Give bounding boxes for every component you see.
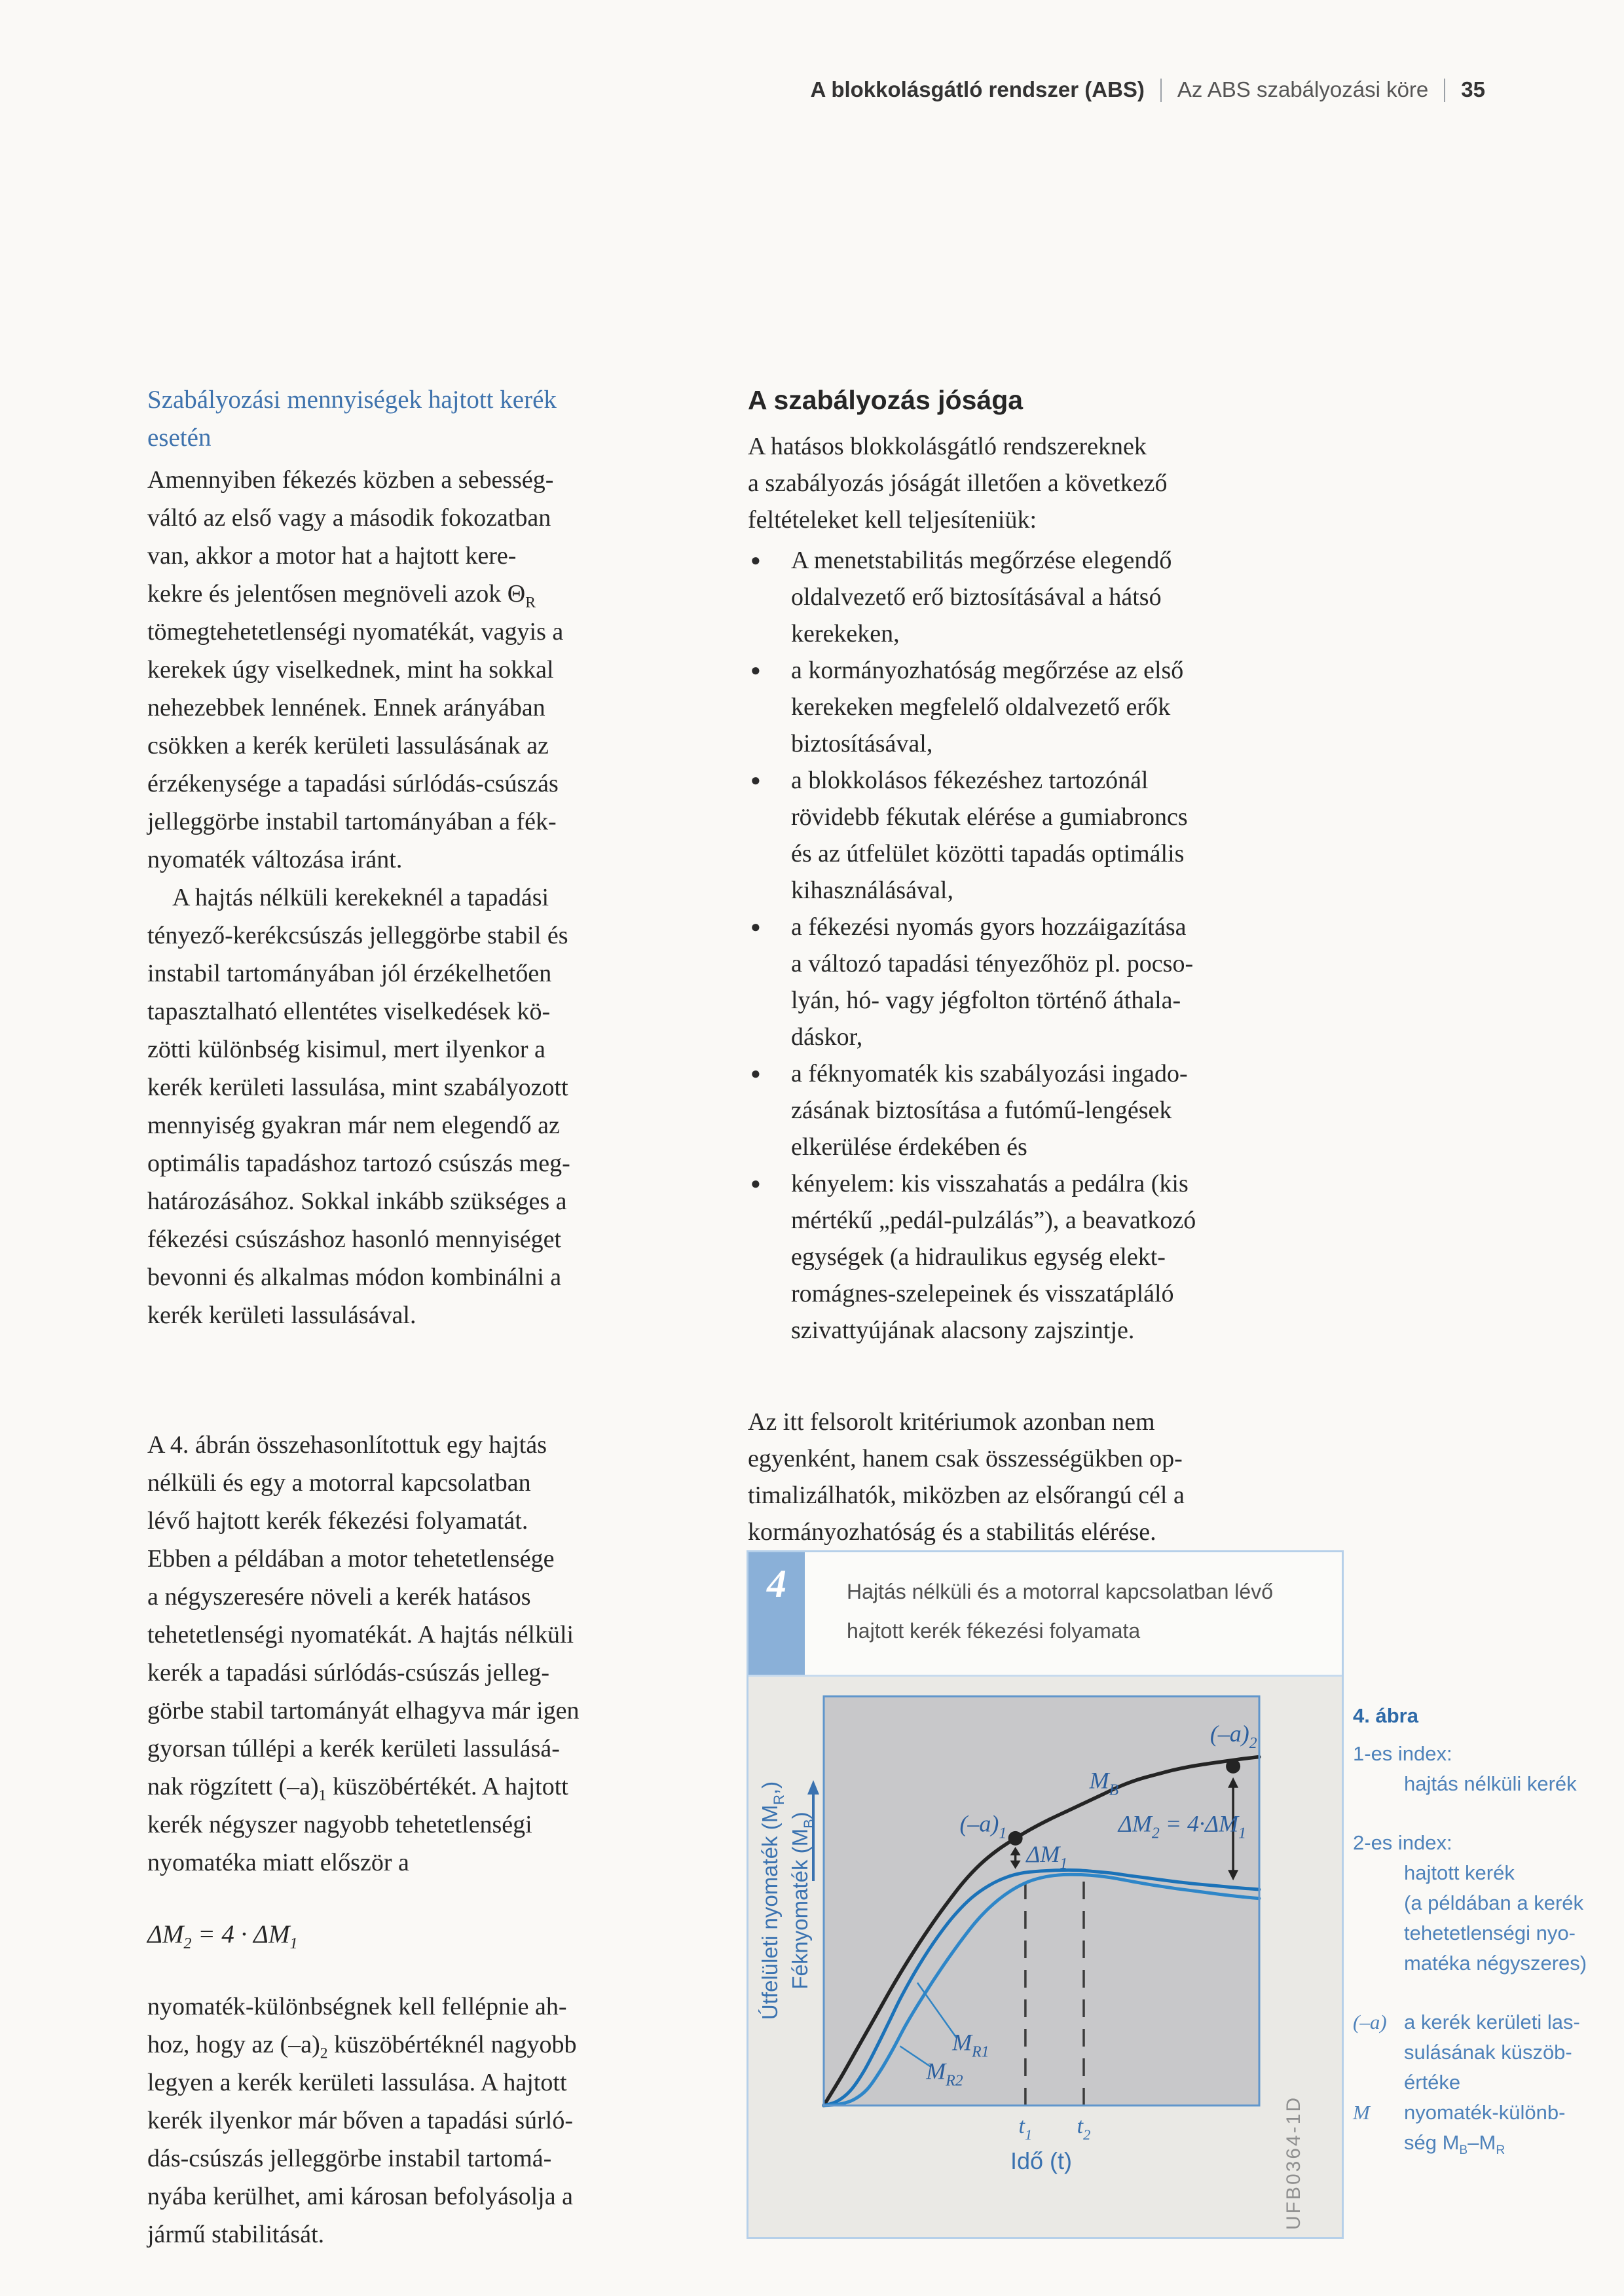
left-column bbox=[147, 381, 737, 2253]
figure-title: Hajtás nélküli és a motorral kapcsolatban lévő hajtott kerék fékezési folyamata bbox=[847, 1580, 1273, 1643]
caption-line: 2-es index: bbox=[1353, 1831, 1452, 1854]
formula: $\Delta M_2 = 4 \cdot \Delta M_1$ bbox=[147, 1920, 298, 1952]
figure-caption-notes bbox=[1353, 1701, 1619, 2158]
list-item: ● a kormányozhatóság megőrzése az első kerekeken megfelelő oldalvezető erők biztosításával, bbox=[748, 652, 1338, 762]
paragraph: A hatásos blokkolásgátló rendszereknek a szabályozás jóságát illetően a következő feltételeket kell teljesíteniük: bbox=[748, 433, 1168, 534]
list-item: ● kényelem: kis visszahatás a pedálra (kis mértékű „pedál-pulzálás”), a beavatkozó egységek (a hidraulikus egység elekt- romágnes-szelepeinek és visszatápláló szivattyújának alacsony zajszintje. bbox=[748, 1165, 1338, 1349]
header-separator bbox=[1444, 79, 1445, 102]
x-axis-label: Idő (t) bbox=[1010, 2147, 1073, 2174]
caption-line: hajtott kerék (a példában a kerék tehetetlenségi nyo- matéka négyszeres) bbox=[1404, 1861, 1587, 1975]
left-heading: Szabályozási mennyiségek hajtott kerék esetén bbox=[147, 386, 557, 452]
threshold-point bbox=[1008, 1831, 1023, 1846]
chart-label: $\Delta M_2 = 4\cdot\Delta M_1$ bbox=[1118, 1810, 1247, 1842]
watermark: UFB0364-1D bbox=[1283, 2095, 1304, 2230]
caption-def: nyomaték-különb- ség $M_B-M_R$ bbox=[1404, 2101, 1566, 2158]
chart-label: $t_1$ bbox=[1018, 2114, 1033, 2143]
page-number: 35 bbox=[1461, 77, 1485, 101]
figure-number-badge: 4 bbox=[748, 1552, 805, 1675]
paragraph: A hajtás nélküli kerekeknél a tapadási tényező-kerékcsúszás jelleggörbe stabil és instabil tartományában jól érzékelhetően tapasztalható ellentétes viselkedések kö- zötti különbség kisimul, mert ilyenkor a kerék kerületi lassulása, mint szabályozott mennyiség gyakran már nem elegendő az optimális tapadáshoz tartozó csúszás meg- határozásához. Sokkal inkább szükséges a fékezési csúszáshoz hasonló mennyiséget bevonni és alkalmas módon kombinálni a kerék kerületi lassulásával. bbox=[147, 884, 570, 1329]
figure-body bbox=[748, 1677, 1342, 2237]
chart-label: Féknyomaték $(M_B)$ bbox=[788, 1812, 817, 1990]
list-item: ● a blokkolásos fékezéshez tartozónál rövidebb fékutak elérése a gumiabroncs és az útfelület közötti tapadás optimális kihasználásával, bbox=[748, 762, 1338, 909]
threshold-point bbox=[1226, 1759, 1240, 1774]
header-separator bbox=[1160, 79, 1162, 102]
list-item: ● A menetstabilitás megőrzése elegendő oldalvezető erő biztosításával a hátsó kerekeken, bbox=[748, 542, 1338, 652]
chart-label: $M_B$ bbox=[1089, 1767, 1119, 1799]
list-item: ● a fékezési nyomás gyors hozzáigazítása a változó tapadási tényezőhöz pl. pocso- lyán, hó- vagy jégfolton történő áthala- dáskor, bbox=[748, 909, 1338, 1055]
plot-area bbox=[824, 1696, 1259, 2105]
chart-label: $(-a)_1$ bbox=[959, 1810, 1007, 1842]
figure-header bbox=[748, 1552, 1342, 1677]
spacer bbox=[1353, 1799, 1619, 1828]
chart-label: Útfelületi nyomaték $(M_R,)$ bbox=[758, 1781, 787, 2020]
caption-term: (–a) bbox=[1353, 2011, 1387, 2033]
caption-term: M bbox=[1353, 2101, 1370, 2124]
paragraph: nyomaték-különbségnek kell fellépnie ah- hoz, hogy az $(-a)_2$ küszöbértéknél nagyobb legyen a kerék kerületi lassulása. A hajtott kerék ilyenkor már bőven a tapadási súrló- dás-csúszás jelleggörbe instabil tartomá- nyába kerülhet, ami károsan befolyásolja a jármű stabilitását. bbox=[147, 1993, 577, 2248]
caption-definition bbox=[1353, 2098, 1619, 2158]
section-title: Az ABS szabályozási köre bbox=[1177, 77, 1429, 101]
figure-chart bbox=[748, 1677, 1342, 2237]
chart-label: $M_{R1}$ bbox=[952, 2029, 989, 2061]
chart-label: $(-a)_2$ bbox=[1209, 1720, 1257, 1752]
figure-4 bbox=[747, 1550, 1344, 2239]
chart-label: $\Delta M_1$ bbox=[1026, 1841, 1068, 1873]
caption-def: a kerék kerületi las- sulásának küszöb- értéke bbox=[1404, 2011, 1580, 2094]
caption-definition bbox=[1353, 2007, 1619, 2098]
spacer bbox=[1353, 1978, 1619, 2007]
list-item: ● a féknyomaték kis szabályozási ingado- zásának biztosítása a futómű-lengések elkerülése érdekében és bbox=[748, 1055, 1338, 1165]
caption-line: hajtás nélküli kerék bbox=[1404, 1772, 1577, 1795]
caption-line: 1-es index: bbox=[1353, 1742, 1452, 1765]
bullet-list bbox=[748, 542, 1338, 1349]
chart-label: $t_2$ bbox=[1077, 2114, 1091, 2143]
paragraph: Amennyiben fékezés közben a sebesség- váltó az első vagy a második fokozatban van, akkor a motor hat a hajtott kere- kekre és jelentősen megnöveli azok $\Theta_R$ tömegtehetetlenségi nyomatékát, vagyis a kerekek úgy viselkednek, mint ha sokkal nehezebbek lennének. Ennek arányában csökken a kerék kerületi lassulásának az érzékenysége a tapadási súrlódás-csúszás jelleggörbe instabil tartományában a fék- nyomaték változása iránt. bbox=[147, 466, 564, 873]
chapter-title: A blokkolásgátló rendszer (ABS) bbox=[810, 77, 1145, 101]
y-axis-label bbox=[758, 1781, 817, 2020]
right-column bbox=[748, 381, 1338, 1550]
paragraph: A 4. ábrán összehasonlítottuk egy hajtás nélküli és egy a motorral kapcsolatban lévő hajtott kerék fékezési folyamatát. Ebben a példában a motor tehetetlensége a négyszeresére növeli a kerék hatásos tehetetlenségi nyomatékát. A hajtás nélküli kerék a tapadási súrlódás-csúszás jelleg- görbe stabil tartományát elhagyva már igen gyorsan túllépi a kerék kerületi lassulásá- nak rögzített $(-a)_1$ küszöbértékét. A hajtott kerék négyszer nagyobb tehetetlenségi nyomatéka miatt először a bbox=[147, 1431, 580, 1876]
right-heading: A szabályozás jósága bbox=[748, 385, 1024, 415]
chart-label: $M_{R2}$ bbox=[926, 2058, 963, 2090]
caption-title: 4. ábra bbox=[1353, 1704, 1418, 1727]
page-header bbox=[811, 77, 1485, 102]
paragraph: Az itt felsorolt kritériumok azonban nem egyenként, hanem csak összességükben op- timalizálhatók, miközben az elsőrangú cél a kormányozhatóság és a stabilitás elérése. bbox=[748, 1408, 1185, 1546]
